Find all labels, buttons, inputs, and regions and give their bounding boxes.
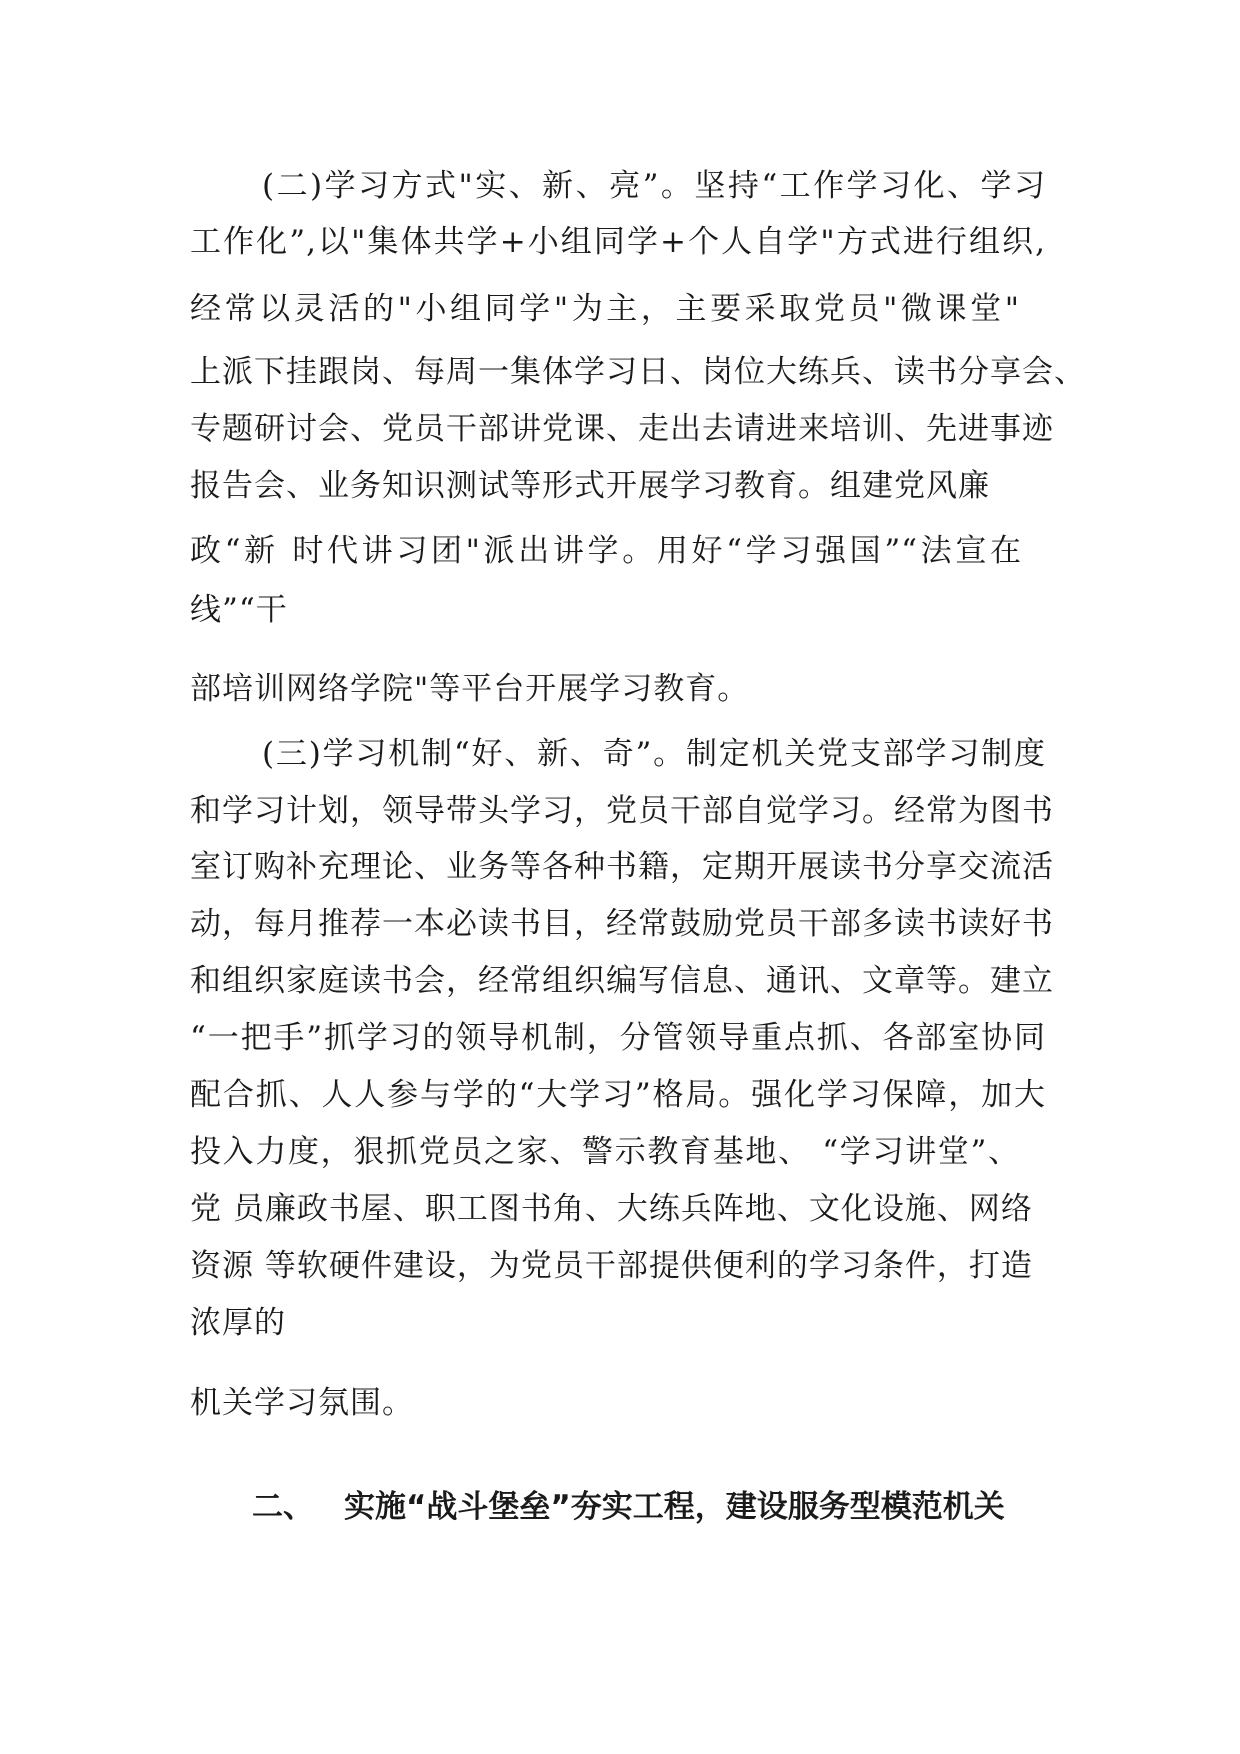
section-heading-number: 二、	[252, 1489, 314, 1525]
paragraph-3-line-4: 动，每月推荐一本必读书目，经常鼓励党员干部多读书读好书	[190, 906, 1054, 942]
paragraph-2-line-8: 线”“干	[190, 592, 288, 628]
paragraph-2-line-5: 专题研讨会、党员干部讲党课、走出去请进来培训、先进事迹	[190, 411, 1054, 447]
paragraph-3-line-5: 和组织家庭读书会，经常组织编写信息、通讯、文章等。建立	[190, 963, 1054, 999]
paragraph-3-line-9: 党 员廉政书屋、职工图书角、大练兵阵地、文化设施、网络	[190, 1191, 1033, 1227]
paragraph-3-line-10: 资源 等软硬件建设，为党员干部提供便利的学习条件，打造	[190, 1248, 1033, 1284]
paragraph-2-line-4: 上派下挂跟岗、每周一集体学习日、岗位大练兵、读书分享会、	[190, 354, 1086, 390]
paragraph-3-line-6: “一把手”抓学习的领导机制，分管领导重点抓、各部室协同	[190, 1020, 1046, 1056]
paragraph-3-line-3: 室订购补充理论、业务等各种书籍，定期开展读书分享交流活	[190, 849, 1054, 885]
paragraph-2-line-3: 经常以灵活的"小组同学"为主，主要采取党员"微课堂"	[190, 291, 1020, 327]
section-heading	[252, 1487, 1005, 1527]
paragraph-3-line-7: 配合抓、人人参与学的“大学习”格局。强化学习保障，加大	[190, 1077, 1046, 1113]
paragraph-2-line-9: 部培训网络学院"等平台开展学习教育。	[190, 671, 750, 707]
paragraph-3-line-8: 投入力度，狠抓党员之家、警示教育基地、 “学习讲堂”、	[190, 1134, 1020, 1170]
section-heading-title: 实施“战斗堡垒”夯实工程，建设服务型模范机关	[344, 1489, 1005, 1525]
paragraph-3-line-12: 机关学习氛围。	[190, 1385, 414, 1421]
paragraph-3-line-11: 浓厚的	[190, 1305, 286, 1341]
paragraph-3-line-1: (三)学习机制“好、新、奇”。制定机关党支部学习制度	[262, 736, 1046, 772]
paragraph-3-line-2: 和学习计划，领导带头学习，党员干部自觉学习。经常为图书	[190, 793, 1054, 829]
paragraph-2-line-2: 工作化”,以"集体共学+小组同学+个人自学"方式进行组织,	[190, 224, 1046, 260]
paragraph-2-line-6: 报告会、业务知识测试等形式开展学习教育。组建党风廉	[190, 468, 990, 504]
paragraph-2-line-7: 政“新 时代讲习团"派出讲学。用好“学习强国”“法宣在	[190, 533, 1022, 569]
paragraph-2-line-1: (二)学习方式"实、新、亮”。坚持“工作学习化、学习	[262, 168, 1046, 204]
